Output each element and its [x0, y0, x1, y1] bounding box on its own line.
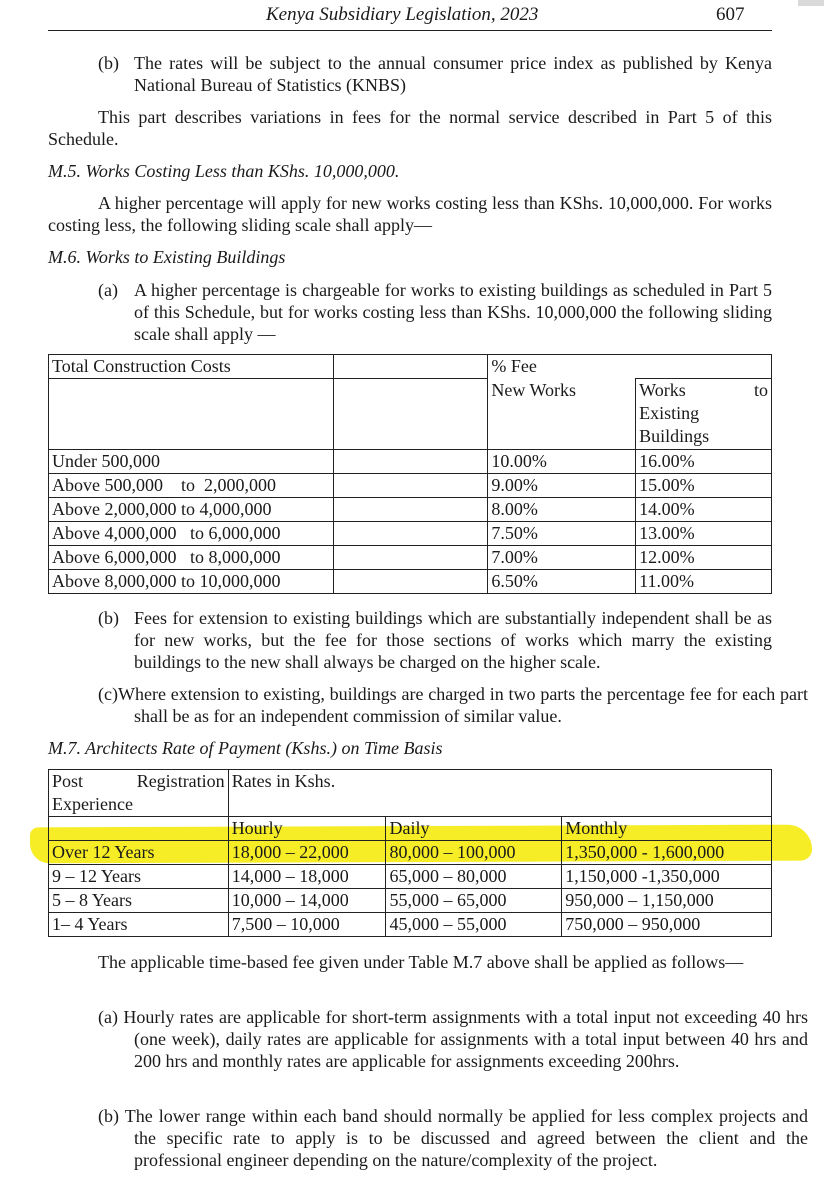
- table-row: [49, 889, 772, 913]
- m6-para-a: A higher percentage is chargeable for works to existing buildings as scheduled in Part 5 of this Schedule, but for works costing less than KShs. 10,000,000 the following sliding scale shall apply —: [134, 280, 772, 344]
- table-row: [49, 522, 772, 546]
- fee-existing: 11.00%: [636, 570, 772, 594]
- cost-range: Under 500,000: [49, 450, 334, 474]
- part-description: This part describes variations in fees for the normal service described in Part 5 of this Schedule.: [48, 107, 772, 149]
- para-b-label: (b): [98, 53, 119, 73]
- col-header-experience: [49, 770, 229, 817]
- m7-after-text: The applicable time-based fee given under Table M.7 above shall be applied as follows—: [98, 952, 744, 972]
- col-header-existing-2: Existing: [639, 403, 700, 423]
- table-header-row: [49, 355, 772, 379]
- blank-cell: [333, 379, 488, 450]
- blank-cell: [49, 379, 334, 450]
- fee-existing: 14.00%: [636, 498, 772, 522]
- fee-existing: 13.00%: [636, 522, 772, 546]
- m6-heading: M.6. Works to Existing Buildings: [48, 247, 286, 267]
- monthly-rate: 750,000 – 950,000: [562, 913, 772, 937]
- table-row: [49, 841, 772, 865]
- blank-cell: [333, 498, 488, 522]
- blank-cell: [333, 570, 488, 594]
- scan-edge: [798, 0, 824, 6]
- hourly-rate: 7,500 – 10,000: [228, 913, 386, 937]
- monthly-rate: 1,350,000 - 1,600,000: [562, 841, 772, 865]
- hourly-rate: 18,000 – 22,000: [228, 841, 386, 865]
- col-header-daily: Daily: [386, 817, 562, 841]
- fee-new: 7.50%: [488, 522, 636, 546]
- fee-new: 8.00%: [488, 498, 636, 522]
- fee-new: 9.00%: [488, 474, 636, 498]
- blank-cell: [333, 546, 488, 570]
- cost-range: Above 2,000,000 to 4,000,000: [49, 498, 334, 522]
- page-number: 607: [716, 4, 745, 25]
- table-header-row: [49, 770, 772, 817]
- hourly-rate: 14,000 – 18,000: [228, 865, 386, 889]
- fee-scale-table: [48, 354, 772, 594]
- daily-rate: 80,000 – 100,000: [386, 841, 562, 865]
- m6-para-a-label: (a): [98, 280, 118, 300]
- blank-cell: [333, 474, 488, 498]
- blank-cell: [333, 355, 488, 379]
- monthly-rate: 1,150,000 -1,350,000: [562, 865, 772, 889]
- table-subheader-row: [49, 379, 772, 450]
- daily-rate: 55,000 – 65,000: [386, 889, 562, 913]
- cost-range: Above 6,000,000 to 8,000,000: [49, 546, 334, 570]
- fee-new: 7.00%: [488, 546, 636, 570]
- m6-para-c: (c)Where extension to existing, buildings are charged in two parts the percentage fee for each part shall be as for an independent commission of similar value.: [98, 684, 808, 726]
- col-header-rates: Rates in Kshs.: [228, 770, 771, 817]
- table-subheader-row: [49, 817, 772, 841]
- cost-range: Above 4,000,000 to 6,000,000: [49, 522, 334, 546]
- cost-range: Above 8,000,000 to 10,000,000: [49, 570, 334, 594]
- col-header-monthly: Monthly: [562, 817, 772, 841]
- experience: 5 – 8 Years: [49, 889, 229, 913]
- blank-cell: [333, 450, 488, 474]
- monthly-rate: 950,000 – 1,150,000: [562, 889, 772, 913]
- fee-existing: 12.00%: [636, 546, 772, 570]
- m6-para-b-label: (b): [98, 608, 119, 628]
- table-row: [49, 546, 772, 570]
- blank-cell: [49, 817, 229, 841]
- m7-heading: M.7. Architects Rate of Payment (Kshs.) on Time Basis: [48, 738, 443, 758]
- daily-rate: 45,000 – 55,000: [386, 913, 562, 937]
- fee-new: 6.50%: [488, 570, 636, 594]
- hourly-rate: 10,000 – 14,000: [228, 889, 386, 913]
- architect-rates-table: [48, 769, 772, 937]
- m5-text: A higher percentage will apply for new works costing less than KShs. 10,000,000. For works costing less, the following sliding scale shall apply—: [48, 193, 772, 235]
- col-header-exp-3: Experience: [52, 794, 133, 814]
- experience: 9 – 12 Years: [49, 865, 229, 889]
- running-header-title: Kenya Subsidiary Legislation, 2023: [266, 4, 539, 25]
- m6-para-b: Fees for extension to existing buildings which are substantially independent shall be as for new works, but the fee for those sections of works which marry the existing buildings to the new shall always be charged on the higher scale.: [134, 608, 772, 672]
- header-rule: [48, 30, 772, 31]
- col-header-existing-to: to: [753, 380, 768, 400]
- col-header-exp-1: Post: [52, 771, 84, 791]
- m5-heading: M.5. Works Costing Less than KShs. 10,000,000.: [48, 161, 400, 181]
- m7-para-b: (b) The lower range within each band should normally be applied for less complex projects and the specific rate to apply is to be discussed and agreed between the client and the professional engineer depending on the nature/complexity of the project.: [98, 1106, 808, 1170]
- experience: 1– 4 Years: [49, 913, 229, 937]
- blank-cell: [333, 522, 488, 546]
- col-header-existing-1: Works: [639, 380, 686, 400]
- col-header-exp-2: Registration: [136, 771, 225, 791]
- col-header-costs: Total Construction Costs: [49, 355, 334, 379]
- table-row: [49, 498, 772, 522]
- experience: Over 12 Years: [49, 841, 229, 865]
- fee-existing: 15.00%: [636, 474, 772, 498]
- col-header-new-works: New Works: [488, 379, 636, 450]
- col-header-existing: [636, 379, 772, 450]
- daily-rate: 65,000 – 80,000: [386, 865, 562, 889]
- col-header-hourly: Hourly: [228, 817, 386, 841]
- table-row: [49, 570, 772, 594]
- col-header-existing-3: Buildings: [639, 426, 710, 446]
- col-header-fee: % Fee: [488, 355, 772, 379]
- para-b-cpi: The rates will be subject to the annual consumer price index as published by Kenya National Bureau of Statistics (KNBS): [134, 53, 772, 95]
- table-row: [49, 865, 772, 889]
- fee-new: 10.00%: [488, 450, 636, 474]
- table-row: [49, 913, 772, 937]
- fee-existing: 16.00%: [636, 450, 772, 474]
- table-row: [49, 474, 772, 498]
- table-row: [49, 450, 772, 474]
- m7-para-a: (a) Hourly rates are applicable for short-term assignments with a total input not exceeding 40 hrs (one week), daily rates are applicable for assignments with a total input between 40 hrs and 200 hrs and monthly rates are applicable for assignments exceeding 200hrs.: [98, 1007, 808, 1071]
- cost-range: Above 500,000 to 2,000,000: [49, 474, 334, 498]
